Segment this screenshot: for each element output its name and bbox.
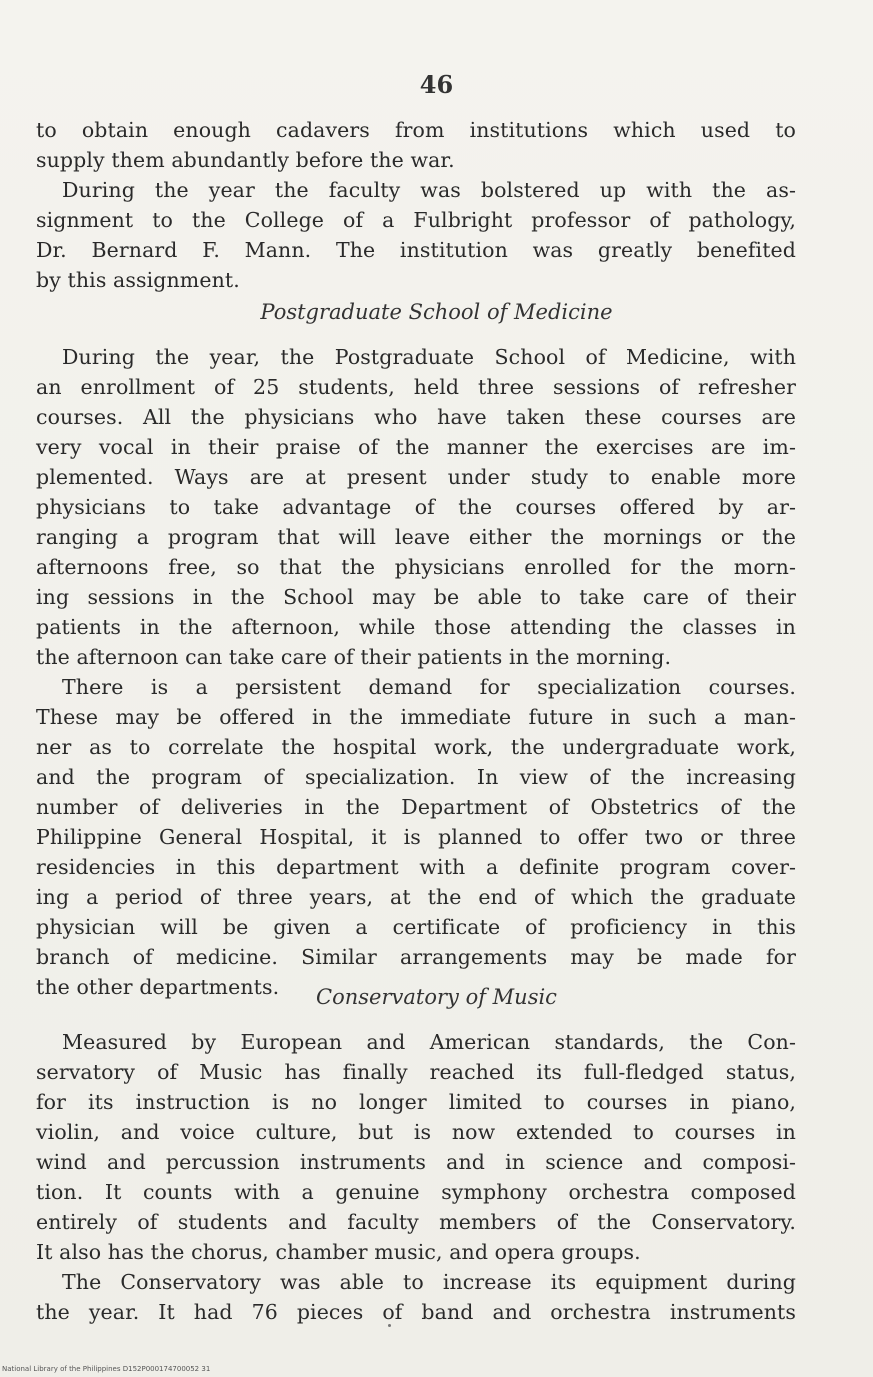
text-line: There is a persistent demand for specialization courses.	[62, 675, 796, 699]
text-line: supply them abundantly before the war.	[36, 148, 455, 172]
text-line: signment to the College of a Fulbright professor of pathology,	[36, 208, 796, 232]
text-line: ner as to correlate the hospital work, the undergraduate work,	[36, 735, 796, 759]
text-line: the other departments.	[36, 975, 280, 999]
page-number: 46	[419, 70, 454, 99]
text-line: physician will be given a certificate of proficiency in this	[36, 915, 796, 939]
text-line: residencies in this department with a definite program cover-	[36, 855, 796, 879]
text-line: During the year the faculty was bolstered up with the as-	[62, 178, 796, 202]
text-line: the afternoon can take care of their patients in the morning.	[36, 645, 672, 669]
text-line: courses. All the physicians who have taken these courses are	[36, 405, 796, 429]
text-line: Measured by European and American standards, the Con-	[62, 1030, 796, 1054]
text-line: for its instruction is no longer limited to courses in piano,	[36, 1090, 796, 1114]
text-line: afternoons free, so that the physicians enrolled for the morn-	[36, 555, 796, 579]
paragraph	[36, 175, 796, 295]
text-line: an enrollment of 25 students, held three sessions of refresher	[36, 375, 796, 399]
paragraph	[36, 1267, 796, 1327]
text-line: ing a period of three years, at the end of which the graduate	[36, 885, 796, 909]
text-line: patients in the afternoon, while those attending the classes in	[36, 615, 796, 639]
text-line: ing sessions in the School may be able to take care of their	[36, 585, 796, 609]
paragraph	[36, 342, 796, 672]
paragraph	[36, 115, 796, 175]
text-line: These may be offered in the immediate future in such a man-	[36, 705, 796, 729]
text-line: to obtain enough cadavers from institutions which used to	[36, 118, 796, 142]
text-line: wind and percussion instruments and in science and composi-	[36, 1150, 796, 1174]
section-heading-postgraduate: Postgraduate School of Medicine	[260, 300, 613, 324]
text-line: plemented. Ways are at present under study to enable more	[36, 465, 796, 489]
section-heading-conservatory: Conservatory of Music	[316, 985, 557, 1009]
text-line: branch of medicine. Similar arrangements may be made for	[36, 945, 796, 969]
text-line: The Conservatory was able to increase its equipment during	[62, 1270, 796, 1294]
text-line: tion. It counts with a genuine symphony orchestra composed	[36, 1180, 796, 1204]
text-block-bottom	[36, 1027, 796, 1327]
text-line: very vocal in their praise of the manner the exercises are im-	[36, 435, 796, 459]
scan-speck	[388, 1324, 391, 1327]
paragraph	[36, 672, 796, 1002]
text-line: Philippine General Hospital, it is planned to offer two or three	[36, 825, 796, 849]
text-line: the year. It had 76 pieces of band and orchestra instruments	[36, 1300, 796, 1324]
text-line: Dr. Bernard F. Mann. The institution was greatly benefited	[36, 238, 796, 262]
text-line: and the program of specialization. In view of the increasing	[36, 765, 796, 789]
text-line: physicians to take advantage of the courses offered by ar-	[36, 495, 796, 519]
text-line: servatory of Music has finally reached its full-fledged status,	[36, 1060, 796, 1084]
paragraph	[36, 1027, 796, 1267]
text-line: It also has the chorus, chamber music, and opera groups.	[36, 1240, 641, 1264]
text-line: number of deliveries in the Department of Obstetrics of the	[36, 795, 796, 819]
library-stamp: National Library of the Philippines D152P000174700052 31	[2, 1365, 211, 1373]
text-block-top	[36, 115, 796, 295]
text-line: ranging a program that will leave either the mornings or the	[36, 525, 796, 549]
text-block-middle	[36, 342, 796, 1002]
text-line: During the year, the Postgraduate School of Medicine, with	[62, 345, 796, 369]
text-line: violin, and voice culture, but is now extended to courses in	[36, 1120, 796, 1144]
text-line: entirely of students and faculty members of the Conservatory.	[36, 1210, 796, 1234]
text-line: by this assignment.	[36, 268, 240, 292]
